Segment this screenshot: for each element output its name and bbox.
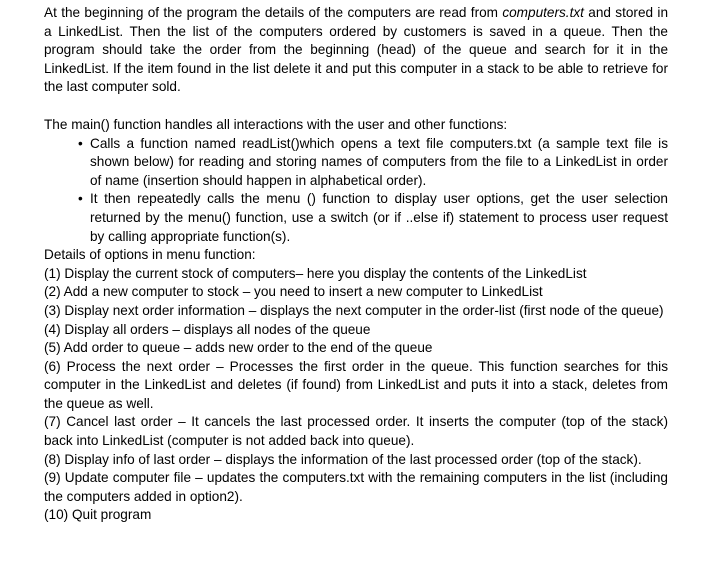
bullet-item-readlist: • Calls a function named readList()which opens a text file computers.txt (a sample text file is shown below) for reading and storing names of computers from the file to a LinkedList in order of name (insertion should happen in alphabetical order).: [90, 135, 668, 191]
menu-option-5: (5) Add order to queue – adds new order to the end of the queue: [44, 340, 433, 356]
document-body: [44, 4, 668, 525]
menu-option-2: (2) Add a new computer to stock – you need to insert a new computer to LinkedList: [44, 284, 543, 300]
intro-line-rest: and stored in a LinkedList. Then the list of the computers ordered by customers is saved in a queue. Then the program should take the order from the beginning (head) of the queue and search for it in the LinkedList. If the item found in the list delete it and put this computer in a stack to be able to retrieve for the last computer sold.: [44, 5, 669, 95]
menu-option-10: (10) Quit program: [44, 507, 152, 523]
menu-option-4: (4) Display all orders – displays all nodes of the queue: [44, 321, 371, 337]
menu-option-6: (6) Process the next order – Processes the first order in the queue. This function searches for this computer in the LinkedList and deletes (if found) from LinkedList and puts it into a stack, deletes from the queue as well.: [44, 358, 668, 411]
bullet-item-menu-loop: • It then repeatedly calls the menu () function to display user options, get the user selection returned by the menu() function, use a switch (or if ..else if) statement to process user request by calling appropriate function(s).: [90, 190, 668, 246]
menu-option-8: (8) Display info of last order – displays the information of the last processed order (top of the stack).: [44, 451, 642, 467]
menu-option-3: (3) Display next order information – displays the next computer in the order-list (first node of the queue): [44, 302, 664, 318]
menu-options-heading: Details of options in menu function:: [44, 247, 256, 263]
menu-option-7: (7) Cancel last order – It cancels the last processed order. It inserts the computer (top of the stack) back into LinkedList (computer is not added back into queue).: [44, 414, 668, 449]
main-function-bullet-list: [44, 135, 668, 247]
intro-filename: computers.txt: [502, 5, 584, 20]
intro-line-start: At the beginning of the program the details of the computers are read from: [44, 5, 503, 20]
menu-option-1: (1) Display the current stock of computers– here you display the contents of the LinkedList: [44, 265, 587, 281]
paragraph-spacer: [44, 97, 668, 116]
main-function-heading: The main() function handles all interactions with the user and other functions:: [44, 116, 508, 132]
menu-option-9: (9) Update computer file – updates the computers.txt with the remaining computers in the list (including the computers added in option2).: [44, 470, 668, 504]
intro-paragraph: [44, 4, 668, 97]
